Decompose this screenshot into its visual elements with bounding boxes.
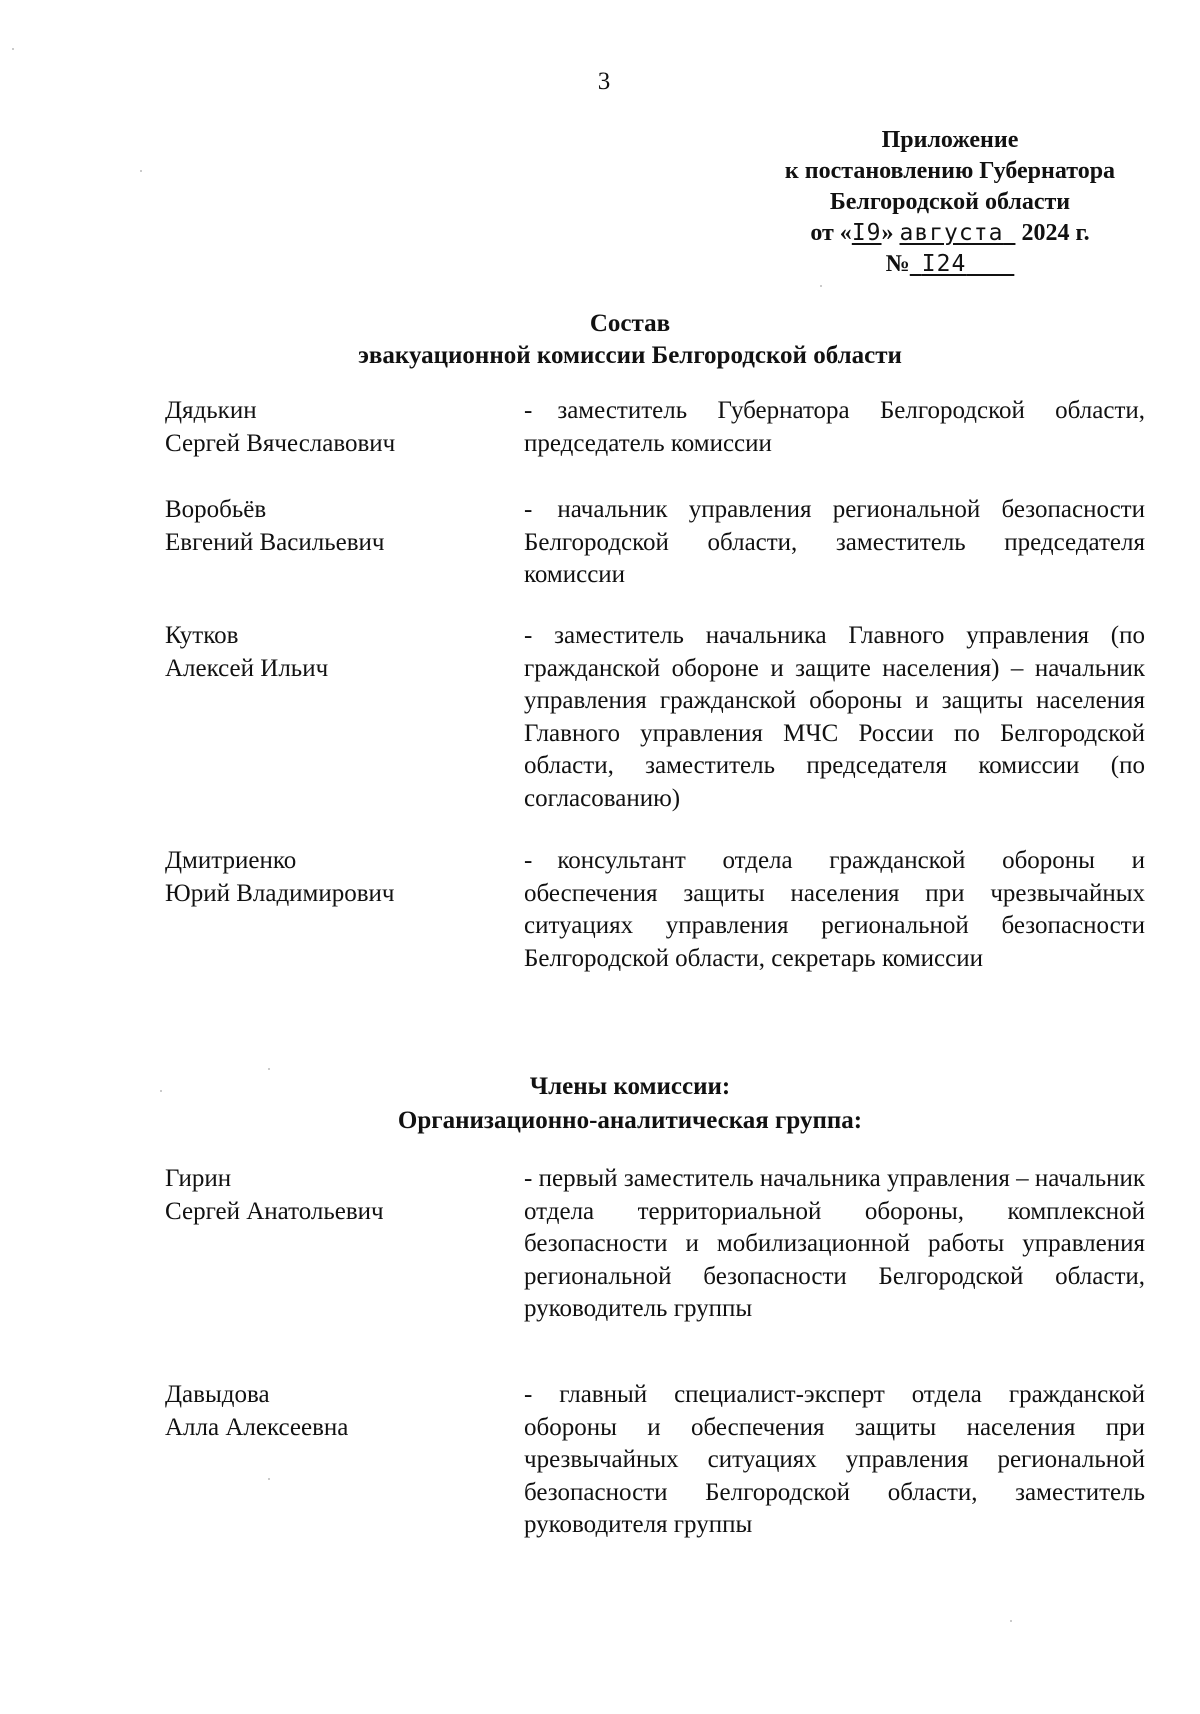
- member-surname: Гирин: [165, 1165, 232, 1192]
- member-given-names: Евгений Васильевич: [165, 528, 385, 556]
- composition-title-line2: эвакуационной комиссии Белгородской области: [358, 342, 902, 369]
- appendix-header: [760, 125, 1140, 280]
- member-name: [165, 845, 505, 910]
- member-role: - заместитель Губернатора Белгородской области, председатель комиссии: [524, 397, 1145, 457]
- scan-speck: [268, 1068, 270, 1070]
- appendix-date: [760, 218, 1140, 249]
- member-surname: Давыдова: [165, 1381, 270, 1408]
- member-role: - главный специалист-эксперт отдела гражданской обороны и обеспечения защиты населения при чрезвычайных ситуациях управления региональной безопасности Белгородской области, заместитель руководителя группы: [524, 1381, 1145, 1538]
- member-surname: Кутков: [165, 622, 239, 649]
- member-given-names: Сергей Вячеславович: [165, 429, 396, 457]
- number-prefix: №: [885, 251, 910, 277]
- appendix-line-decree: к постановлению Губернатора: [784, 158, 1116, 184]
- composition-title: [0, 308, 1200, 372]
- scan-speck: [820, 285, 822, 287]
- member-name: [165, 395, 505, 460]
- date-mid: »: [881, 220, 894, 246]
- member-surname: Дмитриенко: [165, 847, 297, 874]
- member-given-names: Алексей Ильич: [165, 654, 329, 682]
- member-surname: Воробьёв: [165, 496, 267, 523]
- member-role: - консультант отдела гражданской обороны и обеспечения защиты населения при чрезвычайных ситуациях управления региональной безопасности Белгородской области, секретарь комиссии: [524, 847, 1145, 972]
- group-title: Организационно-аналитическая группа:: [397, 1107, 863, 1134]
- member-name: [165, 620, 505, 685]
- member-name: [165, 494, 505, 559]
- member-name: [165, 1379, 505, 1444]
- member-given-names: Юрий Владимирович: [165, 879, 395, 907]
- member-role: - первый заместитель начальника управления – начальник отдела территориальной обороны, комплексной безопасности и мобилизационной работы управления региональной безопасности Белгородской области, руководитель группы: [524, 1165, 1145, 1322]
- composition-title-line1: Состав: [589, 310, 671, 337]
- date-year: 2024 г.: [1021, 220, 1090, 246]
- appendix-number: [760, 249, 1140, 280]
- date-day: I9: [851, 220, 882, 246]
- members-title: Члены комиссии:: [529, 1073, 731, 1100]
- member-name: [165, 1163, 505, 1228]
- scan-speck: [140, 170, 142, 172]
- scan-speck: [268, 1478, 270, 1480]
- scan-speck: [1010, 1620, 1012, 1622]
- members-section-title: [0, 1070, 1200, 1138]
- number-value: I24: [921, 251, 967, 277]
- member-given-names: Алла Алексеевна: [165, 1413, 349, 1441]
- member-surname: Дядькин: [165, 397, 257, 424]
- member-given-names: Сергей Анатольевич: [165, 1197, 384, 1225]
- member-role: - начальник управления региональной безопасности Белгородской области, заместитель председателя комиссии: [524, 496, 1145, 588]
- date-prefix: от «: [810, 220, 852, 246]
- scan-speck: [160, 1090, 162, 1092]
- page-number: 3: [597, 68, 611, 95]
- date-month: августа: [899, 220, 1004, 246]
- scan-speck: [12, 48, 14, 50]
- member-role: - заместитель начальника Главного управления (по гражданской обороне и защите населения) – начальник управления гражданской обороны и защиты населения Главного управления МЧС России по Белгородской области, заместитель председателя комиссии (по согласованию): [524, 622, 1145, 812]
- appendix-line-region: Белгородской области: [829, 189, 1071, 215]
- appendix-title: Приложение: [881, 127, 1019, 153]
